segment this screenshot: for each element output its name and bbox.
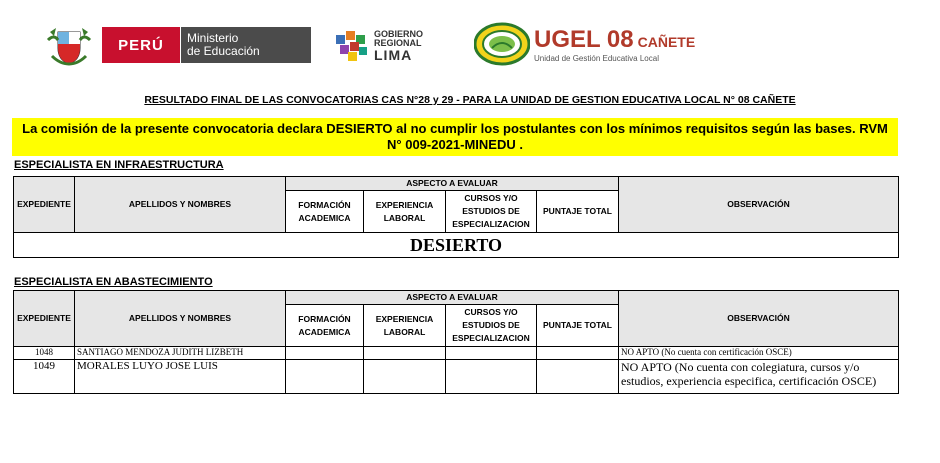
header-cursos-estudios: CURSOS Y/O ESTUDIOS DE ESPECIALIZACION <box>446 305 537 347</box>
header-observacion: OBSERVACIÓN <box>619 291 899 347</box>
ugel-logo-subtitle: Unidad de Gestión Educativa Local <box>534 54 659 63</box>
header-expediente: EXPEDIENTE <box>14 291 75 347</box>
gobierno-regional-lima-logo <box>334 26 444 66</box>
ugel-seal-icon <box>474 22 530 66</box>
lima-region-icon <box>334 29 370 63</box>
minedu-logo-line1: Ministerio <box>187 31 239 45</box>
formacion-cell <box>286 360 364 394</box>
desierto-result: DESIERTO <box>14 233 899 258</box>
header-aspecto-evaluar: ASPECTO A EVALUAR <box>286 291 619 305</box>
header-expediente: EXPEDIENTE <box>14 177 75 233</box>
experiencia-cell <box>364 360 446 394</box>
formacion-cell <box>286 347 364 360</box>
header-experiencia-laboral: EXPERIENCIA LABORAL <box>364 191 446 233</box>
header-cursos-estudios: CURSOS Y/O ESTUDIOS DE ESPECIALIZACION <box>446 191 537 233</box>
peru-logo-text: PERÚ <box>118 36 164 54</box>
section-title-abastecimiento: ESPECIALISTA EN ABASTECIMIENTO <box>14 276 213 288</box>
banner-line2: N° 009-2021-MINEDU . <box>387 137 523 152</box>
table-row <box>14 347 899 360</box>
nombre-cell: MORALES LUYO JOSE LUIS <box>75 360 286 394</box>
experiencia-cell <box>364 347 446 360</box>
minedu-logo-line2: de Educación <box>187 44 260 58</box>
header-formacion-academica: FORMACIÓN ACADEMICA <box>286 305 364 347</box>
header-apellidos-nombres: APELLIDOS Y NOMBRES <box>75 177 286 233</box>
expediente-cell: 1048 <box>14 347 75 360</box>
header-formacion-academica: FORMACIÓN ACADEMICA <box>286 191 364 233</box>
lima-logo-line1: GOBIERNO <box>374 29 424 39</box>
banner-line1: La comisión de la presente convocatoria declara DESIERTO al no cumplir los postulantes con los mínimos requisitos según las bases. RVM <box>22 121 888 136</box>
expediente-cell: 1049 <box>14 360 75 394</box>
header-observacion: OBSERVACIÓN <box>619 177 899 233</box>
desierto-notice-banner <box>12 118 898 156</box>
header-puntaje-total: PUNTAJE TOTAL <box>537 305 619 347</box>
header-experiencia-laboral: EXPERIENCIA LABORAL <box>364 305 446 347</box>
infraestructura-table <box>13 176 899 258</box>
lima-logo-line3: LIMA <box>374 47 413 63</box>
section-title-infraestructura: ESPECIALISTA EN INFRAESTRUCTURA <box>14 159 224 171</box>
header-aspecto-evaluar: ASPECTO A EVALUAR <box>286 177 619 191</box>
header-logos <box>44 22 744 68</box>
ugel-logo-title <box>534 27 695 55</box>
peru-coat-of-arms-icon <box>44 26 94 66</box>
table-row <box>14 360 899 394</box>
header-apellidos-nombres: APELLIDOS Y NOMBRES <box>75 291 286 347</box>
cursos-cell <box>446 360 537 394</box>
cursos-cell <box>446 347 537 360</box>
ugel-logo-city: CAÑETE <box>637 34 696 50</box>
header-puntaje-total: PUNTAJE TOTAL <box>537 191 619 233</box>
ugel-logo-name: UGEL 08 <box>534 26 634 53</box>
observacion-cell: NO APTO (No cuenta con colegiatura, cursos y/o estudios, experiencia especifica, certificación OSCE) <box>619 360 899 394</box>
peru-logo <box>102 27 180 63</box>
nombre-cell: SANTIAGO MENDOZA JUDITH LIZBETH <box>75 347 286 360</box>
minedu-logo <box>181 27 311 63</box>
abastecimiento-table <box>13 290 899 394</box>
lima-logo-line2: REGIONAL <box>374 38 422 48</box>
puntaje-cell <box>537 347 619 360</box>
document-title: RESULTADO FINAL DE LAS CONVOCATORIAS CAS N°28 y 29 - PARA LA UNIDAD DE GESTION EDUCATIVA LOCAL N° 08 CAÑETE <box>144 94 796 106</box>
observacion-cell: NO APTO (No cuenta con certificación OSCE) <box>619 347 899 360</box>
puntaje-cell <box>537 360 619 394</box>
